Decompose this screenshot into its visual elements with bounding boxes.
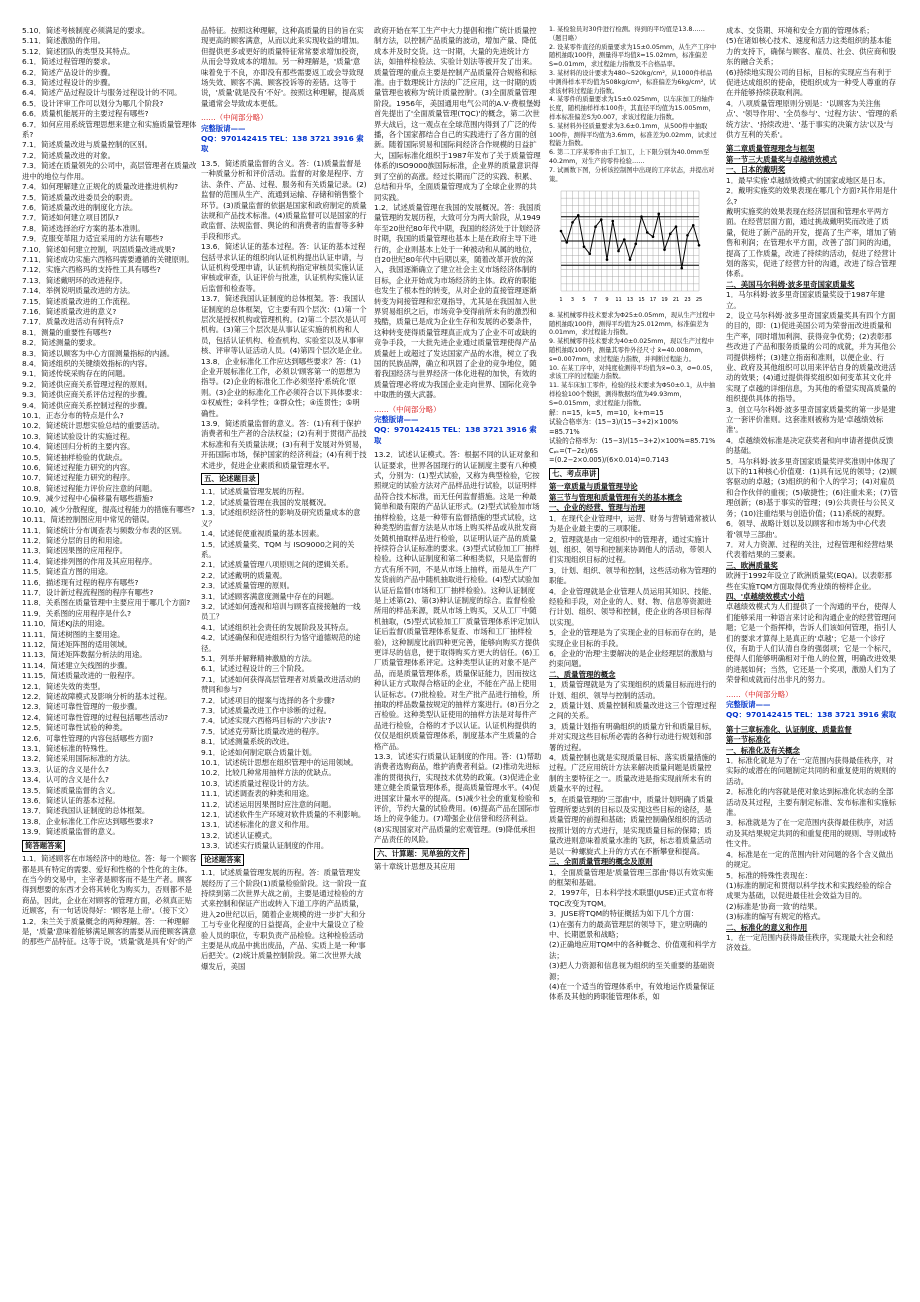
data-point — [669, 233, 672, 236]
question-item: 12.6．可靠性管理的内容包括哪些方面? — [22, 733, 154, 743]
full-version-label: 完整版请—— — [726, 700, 771, 709]
problem-item: 7. 试画数下图，分析该控制图中出现的工序状态，并提出对策。 — [549, 166, 715, 183]
question-item: 10.8．简述过程能力评价应注意的问题。 — [22, 483, 157, 493]
problem-item: 6. 第二工序某零件由手工加工，上下限分别为40.0mm至40.2mm，对生产的零件检验…… — [549, 149, 710, 165]
data-point — [634, 243, 637, 246]
question-item: 10.11．简述控制图应用中常见的错误。 — [22, 515, 155, 525]
subsection-title: 一、企业的经营、管理与治理 — [549, 503, 646, 513]
essay-item: 7.1．试述如何获得高层管理者对质量改进活动的赞同和参与? — [201, 674, 361, 695]
data-point — [565, 241, 568, 244]
text-para: 3．创立马尔科姆·波多里奇国家质量奖的第一步是建立一套评价准则。这套准则被称为是'卓越绩效标准'。 — [726, 404, 896, 435]
subsection-title: 一、标准化及有关概念 — [726, 745, 800, 755]
text-para: 7．对人力资源、过程的关注，过程管理和经营结果代表着结果的三要素。 — [726, 539, 894, 560]
question-item: 11.13．简述矩阵数据分析法的用途。 — [22, 650, 147, 660]
text-para: 4．标准是在一定的范围内针对问题的各个含义做出的规定。 — [726, 849, 894, 870]
question-item: 7.2．简述质量改进的对象。 — [22, 150, 116, 160]
text-para: 2．标准化的内容就是使对象达到标准化状态的全部活动及其过程，主要有制定标准、发布标准和实施标准。 — [726, 787, 896, 818]
question-item: 8.1．测量的重要性有哪些? — [22, 327, 112, 337]
question-item: 7.17．质量改进活动有何特点? — [22, 317, 124, 327]
essay-item: 1.1．试述质量管理发展的历程。 — [201, 487, 309, 497]
problem-item: 2. 设某零件直径的质量要求为15±0.05mm，从生产工序中随机抽取100件，测量得平均值x̄=15.02mm，标准偏差S=0.01mm，求过程能力指数及不合格品率。 — [549, 43, 717, 69]
question-item: 13.6．简述认证的基本过程。 — [22, 796, 120, 806]
text-para: 5．企业的管理是为了实现企业的目标而存在的，是实现企业目标的手段。 — [549, 628, 717, 648]
answer-list — [201, 159, 367, 471]
answer-paragraph: 1.2．试述质量管理在我国的发展概况。答：我国质量管理的发展历程，大致可分为两大阶段，从1949年至20世纪80年代中期，我国的经济处于计划经济时期，我国的质量管理也基本上是在政府主导下进行的，企业则基本上处于一种被动和从属的地位，自20世纪80年代中后期以来，随着改革开放的深入，我国逐渐确立了建立社会主义市场经济体制的目标，企业开始成为市场经济的主体。政府的职能也发生了根本性的转变，从对企业的直接管理逐渐转变为间接管理和宏观指导，尤其是在我国加入世界贸易组织之后，市场竞争变得前所未有的激烈和残酷，质量已是成为企业生存和发展的必要条件，这种转变使得质量管理真正成为了企业不可或缺的竞争手段，一大批先进企业通过质量管理使得产品质量赶上或超过了发达国家产品的水准，树立了我国的民族品牌，确立和巩固了企业的竞争地位，随着我国经济与世界经济一体化进程的加快，有效的质量管理必将成为我国企业走向世界、国际化竞争中取胜的强大武器。 — [374, 202, 541, 400]
question-item: 8.4．简述组织的关键绩效指标的内容。 — [22, 359, 153, 368]
question-item: 10.6．简述过程能力研究的内容。 — [22, 463, 135, 473]
essay-item: 2.2．试述戴明的质量观。 — [201, 570, 287, 580]
x-tick-label: 1 — [559, 297, 563, 304]
question-item: 6.7．如何应用系统管理思想来建立和实施质量管理体系? — [22, 119, 197, 140]
subsection-title: 四、'卓越绩效模式'小结 — [726, 591, 805, 601]
question-item: 11.2．简述分层的目的和用途。 — [22, 535, 128, 545]
formula-block — [549, 409, 717, 467]
essay-item: 10.1．试述统计思想在组织管理中的运用领域。 — [201, 758, 358, 768]
contact-info: QQ：970142415 TEL：138 3721 3916 索取 — [374, 425, 537, 445]
contact-info: QQ：970142415 TEL：138 3721 3916 索取 — [201, 134, 364, 154]
answer-item: 1.1．简述顾客在市场经济中的地位。答：每一个顾客都是具有特定的需要、爱好和性格的个性化的主体。在当今的交易中，主宰者是顾客而不是生产者。顾客得到想要的东西才会将其转化为购买力，否则都不是商品，因此，企业在对顾客的管理方面，必须真正贴近顾客，有一句话说得好：'顾客是上帝'。（接下文） — [22, 854, 197, 916]
text-para: 卓越绩效模式为人们提供了一个沟通的平台，使得人们能够采用一种语言来讨论和沟通企业的经营管理问题；它是一个指挥棒，告诉人们该如何管理，指引人们的要求才算得上是真正的'卓越'；它是一个诊疗仪，有助于人们认清自身的强弱项；它是一个标尺，使得人们能够明确相对于他人的位置，明确改进效果的进展如何；当然，它还是一个奖项，激励人们为了荣誉和成就而付出非凡的努力。 — [726, 602, 896, 685]
omitted-note: ……（中间部分略） — [201, 113, 268, 123]
essay-answer-heading: 论述题答案 — [201, 854, 244, 866]
question-item: 12.4．简述可靠性管理的过程包括哪些活动? — [22, 712, 169, 722]
answers-heading: 简答题答案 — [22, 840, 65, 852]
text-para: 1．全面质量管理是'质量管理三部曲'得以有效实施的框架和基础。 — [549, 867, 713, 887]
data-point — [640, 216, 643, 219]
column-4 — [549, 26, 717, 1292]
question-item: 7.4．如何理解建立正规化的质量改进推进机构? — [22, 182, 179, 192]
essay-item: 11.1．试述调查表的种类和用途。 — [201, 789, 314, 799]
question-item: 13.1．简述标准的特殊性。 — [22, 744, 113, 754]
text-para: 1．最早实施'卓越绩效模式'的国家或地区是日本。 — [726, 175, 890, 185]
problem-item: 1. 某检验员对30件进行检测。得到的平均值是13.8……（题目略） — [549, 26, 705, 42]
essay-item: 12.1．试述软件生产环境对软件质量的不利影响。 — [201, 810, 366, 820]
subsection-title: 三、欧洲质量奖 — [726, 560, 778, 570]
text-para: 5．标准的特殊性表现在： — [726, 870, 813, 880]
text-para: (1)在强有力的最高管理层的领导下，建立明确的中、长期愿景和战略； — [549, 919, 708, 939]
data-point — [692, 224, 695, 227]
calc-note: 第十章统计思想及其应用 — [374, 862, 456, 872]
question-item: 9.2．简述供应商关系管理过程的原则。 — [22, 379, 153, 389]
question-item: 7.11．简述成功实施六西格玛需要遵循的关键原则。 — [22, 254, 194, 264]
text-para: 1．在现代企业管理中，运营、财务与营销通常被认为是企业最主要的三项职能。 — [549, 513, 717, 534]
question-item: 11.11．简述树图的主要用途。 — [22, 629, 125, 639]
control-chart — [555, 187, 717, 308]
question-item: 7.15．简述质量改进的工作流程。 — [22, 296, 135, 306]
x-tick-label: 11 — [615, 297, 622, 304]
question-item: 5.10．简述考核制度必须满足的要求。 — [22, 26, 150, 35]
text-para: 3．JUSE将TQM的特征概括为如下几个方面： — [549, 909, 699, 919]
essay-item: 2.3．试述质量管理的原则。 — [201, 581, 295, 591]
essay-item: 4.1．试述组织社会责任的发展阶段及其特点。 — [201, 622, 354, 632]
text-para: 4．质量控制也就是实现质量目标、落实质量措施的过程。广泛应用统计方法来解决质量问题是质量控制的主要特征之一。质量改进是指实现前所未有的质量水平的过程。 — [549, 753, 717, 794]
x-tick-label: 25 — [695, 297, 703, 304]
question-item: 12.2．简述故障模式及影响分析的基本过程。 — [22, 692, 172, 701]
omitted-note: ……（中间部分略） — [726, 689, 793, 699]
data-point — [577, 214, 580, 217]
control-chart-svg — [555, 187, 705, 305]
essay-item: 3.2．试述如何透视和培训与顾客直接接触的一线员工？ — [201, 601, 361, 622]
question-item: 9.4．简述供应商关系控制过程的步骤。 — [22, 400, 153, 410]
x-tick-label: 3 — [570, 297, 575, 304]
question-item: 9.1．简述传统采购存在的问题。 — [22, 369, 130, 379]
text-para: 成本、交货期、环境和安全方面的管理体系； — [726, 26, 874, 35]
question-item: 11.3．简述因果图的应用程序。 — [22, 546, 128, 556]
text-para: 戴明实施奖的效果表现在经济层面和管理水平两方面。在经营层面方面，通过挑战戴明奖而改进了质量，促进了新产品的开发，提高了生产率，增加了销售和利润；在管理水平方面，改善了部门间的沟通，提高了工作质量，改进了持续的活动，促进了经营计划的落实，促进了经营方针的沟通，改进了综合管理体系。 — [726, 206, 896, 279]
question-item: 7.10．简述如何建立控制，巩固质量改进成果? — [22, 244, 176, 254]
answer-list — [22, 854, 198, 948]
text-para: 2．设立马尔科姆·波多里奇国家质量奖具有四个方面的目的，即：(1)促进美国公司为荣誉而改进质量和生产率，同时增加利润、获得竞争优势；(2)表彰那些改进了产品和服务质量的公司的成就，并为其他公司提供榜样；(3)建立指南和准则，以便企业、行业、政府及其他组织可以用来评估自身的质量改进活动的效果；(4)通过提供得奖组织如何变革其文化并实现了卓越的详细信息，为其他的希望实现高质量的组织提供具体的指导。 — [726, 310, 896, 404]
text-para: 3．计划、组织、领导和控制，这些活动称为管理的职能。 — [549, 565, 717, 586]
question-item: 6.6．质量机能展开的主要过程有哪些? — [22, 109, 149, 119]
answer-paragraph: 13.3．试述实行质量认证制度的作用。答：(1)帮助消费者选购商品，维护消费者利益。(2)推动先进标准的贯彻执行，实现技术优势的政策。(3)促进企业建立健全质量管理体系，提高质量管理水平。(4)促进国家计量水平的提高。(5)减少社会的重复检验和评价，节约大量的试验费用。(6)提高产品在国际市场上的竞争能力。(7)增强企业信誉和经济利益。(8)实现国家对产品质量的宏观管理。(9)降低承担产品责任的风险。 — [374, 752, 542, 845]
question-item: 10.9．减少过程中心偏移量有哪些措施? — [22, 494, 154, 504]
text-para: (4)在一个适当的管理体系中，有效地运作质量保证体系及其他的跨职能管理体系，如 — [549, 981, 715, 1002]
text-para: 6．领导、战略计划以及以顾客和市场为中心代表着'领导三部曲'。 — [726, 519, 886, 539]
question-item: 11.10．简述KJ法的用途。 — [22, 619, 110, 629]
essay-item: 13.3．试述实行质量认证制度的作用。 — [201, 841, 329, 851]
problem-item: 4. 某零件的质量要求为15±0.025mm，以车床加工的轴件长度，随机抽样样本100件，其直径平均值为15.005mm，样本标准偏差S为0.007，求该过程能力指数。 — [549, 96, 715, 121]
full-version-label: 完整版请—— — [201, 123, 246, 133]
essay-list — [201, 487, 367, 851]
data-point — [686, 234, 689, 237]
essay-item: 1.3．试述组织经济性的影响及研究质量成本的意义？ — [201, 508, 361, 528]
text-para: (1)标准的制定和贯彻以科学技术和实践经验的综合成果为基础，以促进最佳社会效益为目的。 — [726, 880, 892, 901]
full-version-label: 完整版请—— — [374, 415, 419, 425]
answer-item: 13.5．简述质量监督的含义。答：(1)质量监督是一种质量分析和评价活动。监督的对象是程序、方法、条件、产品、过程、服务和有关质量记录。(2)监督的范围从生产、流通到运输、存储和销售整个环节。(3)质量监督的依据是国家和政府制定的质量法规和产品技术标准。(4)质量监督可以是国家的行政监督、法规监督、舆论的和消费者的监督等多种手段和形式。 — [201, 158, 367, 241]
question-item: 7.12．实施六西格玛的支持性工具有哪些? — [22, 265, 161, 275]
text-para: 5．在质量管理的'三部曲'中，质量计划明确了质量管理所要达到的目标以及实现这些目标的途径，是质量管理的前提和基础；质量控制确保组织的活动按照计划的方式进行，是实现质量目标的保障；质量改进则意味着质量水准的飞跃，标志着质量活动是以一种螺旋式上升的方式在不断攀登和提高。 — [549, 794, 713, 856]
data-point — [698, 244, 701, 247]
question-list — [22, 26, 198, 838]
question-item: 11.7．设计新过程流程图的程序有哪些? — [22, 587, 154, 597]
question-item: 11.14．简述建立矢线图的步骤。 — [22, 660, 132, 670]
essay-item: 10.3．试述质量过程设计的方法。 — [201, 778, 314, 788]
calc-heading: 六、计算题：见单独的文件 — [374, 848, 469, 860]
text-para: (6)持续地实现公司的目标，目标的实现应当有利于促进达成组织的使命，使组织成为一种受人尊重的存在并能够持续获取利润。 — [726, 67, 896, 98]
problem-item: 11. 某车床加工零件，检验的技术要求为Φ50±0.1，从中抽样检验100个数据，测得数据均值为49.93mm，S=0.015mm，求过程能力指数。 — [549, 382, 716, 407]
answer-paragraph: 政府开始在军工生产中大力提倡和推广统计质量控制方法，以控制产品质量的波动，增加产量、降低成本并及时交货。这一时期，大量的先进统计方法，如抽样检验法、实验计划法等被开发了出来。质量管理的重点主要是控制产品质量符合规格和标准。由于数理统计方法的广泛应用，这一时期的质量管理也被称为'统计质量控制'。(3)全面质量管理阶段。1956年，美国通用电气公司的A.V·费根堡姆首先提出了'全面质量管理(TQC)'的概念，第二次世界大战后，这一观点在全球范围内得到了广泛的传播，各个国家都结合自己的实践进行了各方面的创新。随着国际贸易和国际间经济合作规模的日益扩大，国际标准化组织于1987年发布了关于质量管理体系的ISO9000族国际标准，企业界的质量意识得到了空前的高涨。经过长期而广泛的实践、积累、总结和升华，全面质量管理成为了全球企业界的共同实践。 — [374, 26, 541, 202]
question-item: 6.5．设计评审工作可以划分为哪几个阶段? — [22, 98, 164, 108]
question-item: 13.9．简述质量监督的意义。 — [22, 827, 120, 837]
text-para: 5．马尔科姆·波多里奇国家质量奖评奖准则中体现了以下的11种核心价值观：(1)具有远见的领导；(2)顾客驱动的卓越；(3)组织的和个人的学习；(4)对雇员和合作伙伴的重视；(5)敏捷性；(6)注重未来；(7)管理创新；(8)基于事实的管理；(9)公共责任与公民义务；(10)注重结果与创造价值；(11)系统的视野。 — [726, 456, 898, 518]
x-tick-label: 15 — [638, 297, 645, 304]
text-para: (2)标准是'协商一致'的结果。 — [726, 901, 822, 911]
formula-line: 解：n=15，k=5，m=10，k+m=15 — [549, 408, 664, 417]
subsection-title: 一、日本的戴明奖 — [726, 165, 786, 175]
problem-item: 3. 某材料的设计要求为480~520kg/cm²，从1000件样品中测得样本平均值为508kg/cm²，标准偏差为6kg/cm²，试求该材料过程能力指数。 — [549, 69, 716, 95]
question-item: 6.3．简述过程设计的步骤。 — [22, 78, 116, 88]
question-item: 7.7．简述如何建立项目团队? — [22, 213, 119, 223]
question-item: 6.4．简述产品过程设计与服务过程设计的不同。 — [22, 88, 182, 98]
data-point — [611, 220, 614, 223]
data-point — [560, 230, 563, 233]
essay-item: 6.1．试述过程设计的三个阶段。 — [201, 664, 309, 674]
text-para: 欧洲于1992年设立了欧洲质量奖(EQA)。以表彰那些在实施TQM方面取得优秀业绩的榜样企业。 — [726, 571, 892, 591]
section-title: 第一节标准化 — [726, 735, 771, 745]
problem-item: 9. 某机械零件技术要求为40±0.025mm，现以生产过程中随机抽取100件，测量其零件外径尺寸 x̄=40.008mm，s=0.007mm，求过程能力指数，并判断过程能力。 — [549, 338, 714, 363]
answer-item: 13.8．企业标准化工作应达到哪些要求？答：(1)企业开展标准化工作，必须以'顾客第一'的思想为指导。(2)企业的标准化工作必须坚持'系统化'原则。(3)企业的标准化工作必须符合以下具体要求：①权威性；②科学性；③群众性；④连贯性；⑤明确性。 — [201, 356, 367, 418]
question-item: 11.8．关系图在质量管理中主要应用于哪几个方面? — [22, 598, 191, 608]
data-point — [606, 259, 609, 262]
subsection-title: 二、标准化的意义和作用 — [726, 922, 808, 932]
section-title: 第三节与管理和质量管理有关的基本概念 — [549, 492, 683, 502]
text-para: (2)正确地应用TQM中的各种概念、价值观和科学方法； — [549, 940, 717, 960]
text-para: 2．管理就是由一定组织中的管理者，通过实施计划、组织、领导和控制来协调他人的活动，带领人们实现组织目标的过程。 — [549, 534, 712, 565]
question-item: 13.3．认证的含义是什么? — [22, 764, 109, 774]
text-para: 1．在一定范围内获得最佳秩序，实现最大社会和经济效益。 — [726, 932, 894, 953]
question-item: 13.8．企业标准化工作应达到哪些要求? — [22, 816, 154, 826]
contact-info: QQ：970142415 TEL：138 3721 3916 索取 — [726, 710, 897, 720]
question-item: 11.5．简述直方图的用途。 — [22, 567, 113, 577]
chapter-title: 第十三章标准化、认证制度、质量监督 — [726, 724, 852, 734]
text-para: 2．1997年，日本科学技术联盟(JUSE)正式宣布将TQC改变为TQM。 — [549, 888, 714, 908]
question-item: 10.7．简述过程能力研究的程序。 — [22, 473, 135, 483]
question-item: 11.9．关系图的应用程序是什么? — [22, 608, 132, 618]
answer-item: 1.2．朱兰关于质量概念的两种理解。答：一种理解是，'质量'意味着能够满足顾客的需要从而使顾客满意的那些产品特征。这等于说，'质量'就是具有'好'的产 — [22, 916, 197, 947]
question-item: 10.10．减少分散程度，提高过程能力的措施有哪些? — [22, 504, 195, 514]
data-point — [600, 219, 603, 222]
column-2 — [201, 26, 367, 1292]
text-para: 6．企业的'治理'主要解决的是企业经理层的激励与约束问题。 — [549, 648, 713, 669]
formula-line: 试验合格率为：(15−3)/(15−3+2)×100% — [549, 418, 678, 427]
section-title: 第一节三大质量奖与卓越绩效模式 — [726, 154, 837, 164]
essay-item: 8.1．试述测量系统的改进。 — [201, 737, 295, 747]
answer-paragraph: 13.2．试述认证模式。答：根据不同的认证对象和认证要求，世界各国现行的认证制度主要有八种模式，分别为：(1)型式试验，又称为典型检验，它按照规定的试验方法对产品样品进行试验，以证明样品符合技术标准，而无任何监督措施。这是一种最简单和最有限的产品认证形式。(2)型式试验加市场抽样检验，这是一种带有监督措施的型式试验，这种类型的监督方法是从市场上购买样品或从批发商处随机抽取样品进行检验，以证明认证产品的质量持续符合认证标准的要求。(3)型式试验加工厂抽样检验。这种认证制度和第二种相类似，只是监督的方式有所不同，不是从市场上抽样，而是从生产厂发货前的产品中随机抽取进行检验。(4)型式试验加认证后监督(市场和工厂抽样检验)。这种认证制度是上述第(2)、第(3)种认证制度的综合。监督检验所用的样品来源，既从市场上购买，又从工厂中随机抽取，(5)型式试验加工厂质量管理体系评定加认证后监督(质量管理体系复查、市场和工厂抽样检验)，这种制度比前四种更完善，能够向购买方提供更详尽的信息，便于取得购买方更大的信任。(6)工厂质量管理体系评定。这种类型认证的对象不是产品，而是质量管理体系，质量保证能力，因而按这种认证方式取得合格证的企业，不能在产品上使用认证标志。(7)批检验。对生产批产品进行抽检，所抽取的样品数量按规定的抽样方案进行。(8)百分之百检验。这种类型认证使用的抽样方法是对每件产品进行检验，合格的才予以认证。认证机构提供的仅仅是组织质量管理体系，制度基本产生质量的合格产品。 — [374, 450, 540, 751]
data-point — [680, 267, 683, 270]
x-tick-label: 5 — [582, 297, 586, 304]
problem-item: 5. 某材料外径质量要求为3.6±0.1mm，从500件中抽取100件，测得平均值为3.6mm，标准差为0.02mm，试求过程能力指数。 — [549, 122, 717, 148]
column-3 — [374, 26, 542, 1292]
subsection-title: 二、美国马尔科姆·波多里奇国家质量奖 — [726, 279, 855, 289]
x-tick-label: 17 — [649, 297, 657, 304]
question-item: 10.4．简述回归分析的主要内容。 — [22, 442, 135, 452]
subsection-title: 三、全面质量管理的概念及原则 — [549, 857, 653, 867]
question-item: 9.3．简述供应商关系评估过程的步骤。 — [22, 390, 153, 400]
answer-item: 13.7．简述我国认证制度的总体框架。答：我国认证制度的总体框架，它主要有四个层次：(1)第一个层次是授权机构或管理机构。(2)第二个层次是认可机构。(3)第三个层次是从事认证实施的机构和人员，包括认证机构、检查机构、实验室以及从事审核、评审等认证活动人员。(4)第四个层次是企业。 — [201, 294, 367, 356]
data-point — [594, 226, 597, 229]
problem-list — [549, 26, 717, 184]
data-point — [583, 246, 586, 249]
question-item: 8.2．简述测量的要求。 — [22, 338, 101, 348]
essay-item: 7.5．试述克劳斯比质量改进的程序。 — [201, 726, 324, 736]
essay-item: 7.4．试述实现六西格玛目标的'六步法'? — [201, 716, 332, 726]
column-1 — [22, 26, 198, 1292]
question-item: 7.6．简述质量改进的制度化方法。 — [22, 202, 138, 212]
question-item: 10.3．简述试验设计的实施过程。 — [22, 431, 135, 441]
question-item: 11.4．简述排列图的作用及其应用程序。 — [22, 556, 157, 566]
x-tick-label: 21 — [672, 297, 680, 304]
review-heading: 七、考点串讲 — [549, 468, 599, 480]
data-point — [652, 236, 655, 239]
problem-list — [549, 312, 717, 409]
x-tick-label: 19 — [661, 297, 668, 304]
text-para: 2．质量计划、质量控制和质量改进这三个管理过程之间的关系。 — [549, 701, 717, 721]
text-para: 1．马尔科姆·波多里奇国家质量奖设于1987年建立。 — [726, 290, 885, 310]
question-item: 12.1．简述失效的类型。 — [22, 681, 105, 691]
question-item: 8.3．简述以顾客为中心方面测量指标的内涵。 — [22, 348, 175, 358]
question-item: 13.7．简述我国认证制度的总体框架。 — [22, 806, 150, 816]
essay-item: 1.5．试述质量奖、TQM 与 ISO9000之间的关系。 — [201, 539, 355, 559]
essay-item: 9.1．论述如何制定联合质量计划。 — [201, 747, 317, 757]
data-point — [588, 253, 591, 256]
question-item: 11.12．简述矩阵图的适用领域。 — [22, 639, 132, 649]
essay-heading: 五、论述题目录 — [201, 473, 259, 485]
text-para: 3．标准就是为了在一定范围内获得最佳秩序，对活动及其结果规定共同的和重复使用的规则、导则或特性文件。 — [726, 818, 896, 849]
problem-item: 8. 某机械零件技术要求为Φ25±0.05mm，现从生产过程中随机抽取100件，测得平均值为25.012mm，标准偏差为0.01mm，求过程能力指数。 — [549, 311, 715, 337]
essay-item: 1.4．试述促使重视质量的基本因素。 — [201, 529, 324, 539]
formula-line: 试验的合格率为：(15−3)/(15−3+2)×100%=85.71% — [549, 437, 716, 446]
chapter-title: 第二章质量管理理念与框架 — [726, 144, 815, 154]
question-item: 12.3．简述可靠性管理的一般步骤。 — [22, 702, 142, 712]
essay-answer: 1.1．试述质量管理发展的历程。答：质量管理发展经历了三个阶段(1)质量检验阶段。这一阶段一直持续到第二次世界大战之前，主要是通过检验的方式来控制和保证产出或转入下道工序的产品质量，进入20世纪以后，随着企业规模的进一步扩大和分工与专业化程度的日益提高，企业中大量设立了检验人员的职位，专职负责产品检验。这种检验活动主要是从成品中挑出废品，产品、实质上是一种'事后把关'。(2)统计质量控制阶段。第二次世界大战爆发后，美国 — [201, 868, 367, 971]
question-item: 6.2．简述产品设计的步骤。 — [22, 67, 116, 77]
omitted-note: ……（中间部分略） — [374, 404, 441, 414]
question-item: 10.1．正态分布的特点是什么? — [22, 411, 124, 421]
question-item: 7.9．克服变革阻力适宜采用的方法有哪些? — [22, 234, 164, 244]
formula-line: =(0.2−2×0.005)/(6×0.014)=0.7143 — [549, 456, 669, 465]
answer-item: 13.9．简述质量监督的意义。答：(1)有利于保护消费者和生产者的合法权益；(2)有利于贯彻产品技术标准和有关质量法规；(3)有利于发展对外贸易，开拓国际市场，保护国家的经济利益；(4)有利于技术进步，促进企业素质和质量管理水平。 — [201, 419, 367, 470]
question-item: 7.14．举例说明质量改进的方法。 — [22, 286, 135, 296]
text-para: 1．质量管理就是为了实现组织的质量目标而进行的计划、组织、领导与控制的活动。 — [549, 680, 717, 700]
column-5 — [726, 26, 898, 1292]
data-point — [623, 239, 626, 242]
question-item: 5.11．简述激励的作用。 — [22, 36, 105, 46]
data-point — [663, 249, 666, 252]
essay-item: 11.2．试述运用因果图时应注意的问题。 — [201, 799, 336, 809]
question-item: 13.4．认可的含义是什么? — [22, 775, 109, 785]
question-item: 7.1．简述质量改进与质量控制的区别。 — [22, 140, 153, 150]
answer-item: 13.6．简述认证的基本过程。答：认证的基本过程包括寻求认证的组织向认证机构提出认证申请，与认证机构受理申请，认证机构指定审核员实施认证审核或审查，认证评价与批准，认证机构实施认证后监督和检查等。 — [201, 242, 366, 293]
question-item: 7.3．简述在质量领先的公司中，高层管理者在质量改进中的地位与作用。 — [22, 161, 197, 181]
answer-paragraph: 品特征。按照这种理解，这种高质量的目的旨在实现更高的顾客满意，从而以此来实现收益的增加。但提供更多或更好的质量特征常常要求增加投资，从而会导致成本的增加。另一种理解是，'质量'意味着免于不良，亦即没有那些需要返工或会导致现场失效、顾客不满、顾客投诉等的差错。这等于说，'质量'就是没有'不好'。按照这种理解，提高质量通常会导致成本更低。 — [201, 26, 365, 108]
question-item: 13.5．简述质量监督的含义。 — [22, 785, 120, 795]
essay-item: 7.2．试述项目的提案与选择的各个步骤? — [201, 695, 335, 705]
text-para: (3)标准的编写有规定的格式。 — [726, 912, 826, 922]
x-tick-label: 23 — [684, 297, 691, 304]
question-item: 12.5．简述可靠性试验的种类。 — [22, 723, 128, 733]
question-item: 10.2．简述统计思想实验总结的重要活动。 — [22, 421, 165, 431]
essay-item: 1.2．试述质量管理在我国的发展概况。 — [201, 497, 332, 507]
x-tick-label: 9 — [605, 297, 609, 304]
text-para: 1．标准化就是为了在一定范围内获得最佳秩序，对实际的或潜在的问题制定共同的和重复使用的规则的活动。 — [726, 756, 896, 786]
x-tick-label: 13 — [626, 297, 634, 304]
question-item: 11.1．简述统计分布调查表与频数分布表的区别。 — [22, 525, 187, 535]
question-item: 13.2．简述采用国际标准的方法。 — [22, 754, 135, 764]
text-para: (3)把人力资源和信息视为组织的至关重要的基础资源； — [549, 961, 715, 981]
data-point — [617, 250, 620, 253]
formula-line: Cₚₖ=(T−2ε)/6S — [549, 446, 598, 455]
essay-item: 5.1．列举并解释精神激励的方法。 — [201, 653, 317, 663]
essay-item: 4.2．试述确保和促进组织行为恪守道德规范的途径。 — [201, 633, 361, 653]
subsection-title: 二、质量管理的概念 — [549, 669, 616, 679]
essay-item: 10.2．比较几种常用抽样方法的优缺点。 — [201, 768, 336, 778]
data-point — [675, 226, 678, 229]
essay-item: 3.1．试述顾客满意度测量中存在的问题。 — [201, 591, 339, 601]
chapter-title: 第一章质量与质量管理导论 — [549, 482, 638, 492]
text-para: 4．企业管理就是企业管理人员运用其知识、技能、经验和手段，对企业的人、财、物、信息等资源进行计划、组织、领导和控制，使企业的各项目标得以实现。 — [549, 586, 717, 627]
question-item: 11.6．描述现有过程的程序有哪些? — [22, 577, 139, 587]
question-item: 7.8．简述选择治疗方案的基本准则。 — [22, 223, 145, 233]
question-item: 7.16．简述质量改进的意义? — [22, 306, 117, 316]
text-para: 3．质量计划指有明确组织的质量方针和质量目标，并对实现这些目标所必需的各种行动进行规划和部署的过程。 — [549, 721, 717, 752]
text-para: (5)在诸如核心技术、速度和活力这类组织的基本能力的支持下，确保与顾客、雇员、社会、供应商和股东的融合关系； — [726, 36, 896, 67]
question-item: 6.1．简述过程管理的要求。 — [22, 57, 116, 67]
data-point — [646, 231, 649, 234]
text-para: 4．八项质量管理原则分别是：'以顾客为关注焦点'、'领导作用'、'全员参与'、'过程方法'、'管理的系统方法'、'持续改进'、'基于事实的决策方法'以及'与供方互利的关系'。 — [726, 98, 898, 140]
text-para: 4．卓越绩效标准是决定获奖者和向申请者提供反馈的基础。 — [726, 435, 894, 456]
question-item: 11.15．简述质量改进的一般程序。 — [22, 671, 140, 681]
essay-item: 13.2．试述认证模式。 — [201, 830, 277, 840]
data-point — [629, 259, 632, 262]
question-item: 5.12．简述团队的类型及其特点。 — [22, 46, 135, 56]
question-item: 10.5．简述抽样检验的优缺点。 — [22, 452, 128, 462]
text-para: 2．戴明实施奖的效果表现在哪几个方面?其作用是什么? — [726, 186, 898, 206]
x-tick-label: 7 — [593, 297, 598, 304]
data-point — [571, 221, 574, 224]
question-item: 7.5．简述质量改进委员会的职责。 — [22, 192, 138, 202]
problem-item: 10. 在某工序中，对纯度检测得平均值为x̄=0.3，σ=0.05，求该工序的过程能力指数。 — [549, 364, 717, 381]
question-item: 7.13．简述戴明环的改进程序。 — [22, 275, 128, 285]
formula-line: =85.71% — [549, 427, 580, 436]
essay-item: 7.3．试述质量改进工作中诊断的过程。 — [201, 706, 332, 715]
data-point — [657, 213, 660, 216]
essay-item: 13.1．试述标准化的意义和作用。 — [201, 820, 314, 830]
essay-item: 2.1．试述质量管理八项原则之间的逻辑关系。 — [201, 560, 354, 570]
